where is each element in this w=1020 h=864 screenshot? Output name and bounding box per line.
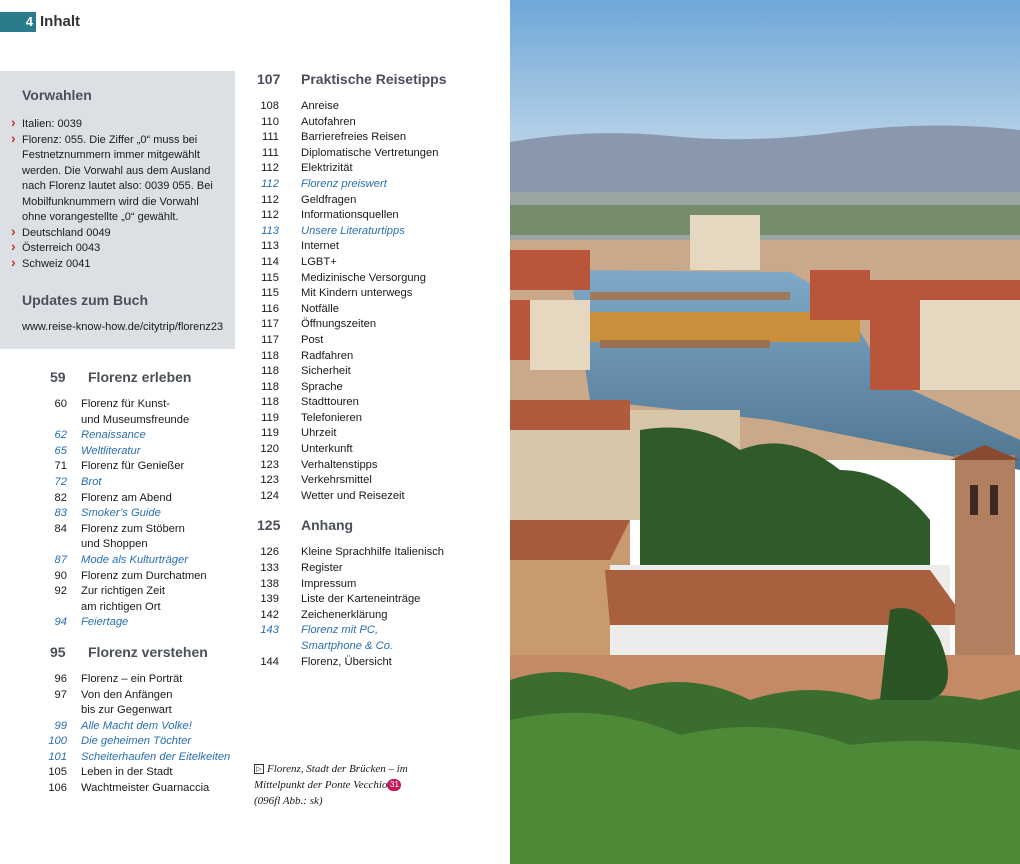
toc-entry-page-number: 119 [261, 411, 279, 424]
toc-entry-page-number: 112 [261, 193, 279, 206]
toc-entry-label: Verhaltenstipps [301, 458, 378, 471]
toc-entry[interactable] [0, 491, 250, 507]
toc-entry-page-number: 123 [260, 474, 279, 487]
toc-entry[interactable] [251, 442, 501, 458]
toc-section-title: Praktische Reisetipps [301, 71, 447, 87]
panorama-illustration [510, 0, 1020, 864]
toc-entry[interactable] [251, 271, 501, 287]
toc-entry-label: Mit Kindern unterwegs [301, 287, 413, 300]
toc-entry-page-number: 118 [261, 396, 279, 409]
toc-entry[interactable] [251, 608, 501, 624]
photo-caption [254, 761, 454, 809]
toc-entry-label: Uhrzeit [301, 427, 337, 440]
toc-entry[interactable] [0, 428, 250, 444]
toc-entry[interactable] [251, 177, 501, 193]
caption-credit: (096fl Abb.: sk) [254, 795, 323, 807]
toc-entry-page-number [251, 639, 301, 655]
toc-entry[interactable] [251, 239, 501, 255]
toc-entry[interactable] [251, 623, 501, 639]
dialing-codes-list [22, 117, 225, 272]
toc-entry-label: Elektrizität [301, 162, 353, 175]
toc-entry-label: Wachtmeister Guarnaccia [81, 782, 210, 795]
toc-entry-page-number: 112 [261, 177, 279, 190]
toc-entry-label: Kleine Sprachhilfe Italienisch [301, 546, 445, 559]
toc-entry[interactable] [0, 750, 250, 766]
toc-entry-label: Scheiterhaufen der Eitelkeiten [81, 750, 231, 763]
toc-entry-label: Smartphone & Co. [301, 640, 394, 652]
updates-title: Updates zum Buch [22, 292, 149, 308]
toc-gap [251, 504, 501, 517]
toc-entry-page-number: 60 [54, 398, 67, 410]
toc-entry[interactable] [251, 130, 501, 146]
toc-entry-label: Anreise [301, 100, 339, 112]
toc-entry-page-number: 111 [261, 146, 279, 159]
toc-entry[interactable] [251, 208, 501, 224]
caption-text: Florenz, Stadt der Brücken – im Mittelpunkt der Ponte Vecchio [254, 763, 408, 791]
toc-entry[interactable] [0, 444, 250, 460]
toc-entry[interactable] [0, 413, 250, 429]
page-title: Inhalt [40, 13, 80, 30]
updates-url[interactable]: www.reise-know-how.de/citytrip/florenz23 [22, 321, 224, 333]
toc-entry[interactable] [251, 161, 501, 177]
toc-entry-page-number: 112 [261, 209, 279, 222]
toc-entry-page-number: 144 [260, 655, 279, 668]
toc-entry[interactable] [251, 302, 501, 318]
toc-entry-label: Barrierefreies Reisen [301, 131, 407, 144]
toc-section [251, 504, 501, 670]
florence-photo [510, 0, 1020, 864]
toc-entry[interactable] [251, 592, 501, 608]
toc-section [251, 71, 501, 504]
toc-entry-page-number: 123 [260, 458, 279, 471]
toc-entry-page-number: 65 [54, 444, 67, 457]
toc-entry[interactable] [251, 545, 501, 561]
toc-entry-label: Florenz – ein Porträt [81, 672, 183, 685]
toc-entry-label: Informationsquellen [301, 209, 399, 222]
toc-entry-label: bis zur Gegenwart [81, 704, 172, 717]
toc-entry-page-number: 138 [260, 577, 279, 590]
toc-entry-label: Florenz am Abend [81, 491, 172, 504]
toc-entry-page-number: 101 [48, 750, 67, 763]
toc-entry[interactable] [0, 703, 250, 719]
toc-entry-page-number: 126 [260, 546, 279, 559]
toc-entry[interactable] [251, 577, 501, 593]
toc-entry-page-number: 83 [54, 507, 67, 520]
toc-entry-page-number: 92 [54, 585, 67, 598]
toc-entry-label: Sicherheit [301, 365, 351, 378]
toc-entry-label: Weltliteratur [81, 444, 141, 457]
toc-entry[interactable] [0, 475, 250, 491]
toc-section-page-number: 125 [257, 517, 281, 534]
toc-entry[interactable] [251, 426, 501, 442]
toc-entry-label: Die geheimen Töchter [81, 735, 192, 748]
infobox-title: Vorwahlen [22, 87, 92, 103]
toc-entry[interactable] [0, 553, 250, 569]
toc-entry[interactable] [0, 688, 250, 704]
toc-entry-page-number [0, 413, 81, 429]
toc-entry-page-number: 143 [260, 624, 279, 637]
toc-entry-label: Florenz für Genießer [81, 460, 185, 473]
toc-entry-label: Register [301, 562, 343, 575]
toc-entry-label: LGBT+ [301, 255, 337, 268]
toc-section-page-number: 95 [50, 643, 66, 660]
toc-entry-page-number: 118 [261, 380, 279, 393]
toc-entry-label: Geldfragen [301, 193, 357, 206]
toc-entry-page-number: 133 [260, 562, 279, 575]
toc-entry-page-number: 120 [260, 443, 279, 456]
toc-entry-page-number: 117 [261, 318, 279, 331]
toc-entry-page-number: 113 [261, 224, 279, 237]
toc-section-title: Florenz erleben [88, 369, 192, 385]
toc-entry-page-number [0, 703, 81, 719]
toc-entry[interactable] [0, 522, 250, 538]
toc-entry-label: Brot [81, 475, 102, 488]
toc-entry-label: Florenz preiswert [301, 177, 387, 190]
toc-entry-page-number: 116 [261, 302, 279, 315]
toc-entry[interactable] [0, 506, 250, 522]
toc-entry-label: Diplomatische Vertretungen [301, 146, 439, 159]
list-item: › Österreich 0043 [11, 241, 225, 257]
toc-entry-label: Florenz mit PC, [301, 624, 379, 637]
toc-entry-label: Medizinische Versorgung [301, 271, 426, 284]
toc-right-column [251, 71, 501, 670]
toc-section [0, 369, 250, 631]
toc-entry-page-number: 115 [261, 271, 279, 284]
toc-entry-page-number: 94 [54, 616, 67, 629]
toc-entry-page-number: 117 [261, 333, 279, 346]
list-item: › Schweiz 0041 [11, 257, 225, 273]
toc-entry-page-number: 118 [261, 365, 279, 378]
toc-entry[interactable] [0, 672, 250, 688]
toc-entry-page-number: 114 [261, 255, 279, 268]
toc-entry[interactable] [0, 734, 250, 750]
toc-entry-page-number: 100 [48, 735, 67, 748]
toc-entry[interactable] [0, 459, 250, 475]
toc-entry-label: Stadttouren [301, 396, 359, 409]
toc-entry[interactable] [251, 395, 501, 411]
toc-entry-page-number: 124 [260, 489, 279, 502]
toc-entry[interactable] [251, 317, 501, 333]
list-item: › Florenz: 055. Die Ziffer „0“ muss bei Festnetznummern immer mitgewählt werden. Die Vorwahl aus dem Ausland nach Florenz lautet also: 0039 055. Bei Mobilfunknummern wird die Vorwahl ohne vorangestellte „0“ gewählt. [11, 133, 225, 226]
toc-entry-label: Mode als Kulturträger [81, 553, 188, 566]
toc-entry-page-number: 111 [261, 131, 279, 144]
toc-entry[interactable] [251, 458, 501, 474]
dialing-codes-box [0, 71, 235, 349]
toc-section-title: Anhang [301, 517, 354, 534]
toc-entry[interactable] [251, 193, 501, 209]
toc-entry[interactable] [251, 286, 501, 302]
toc-entry[interactable] [251, 639, 501, 655]
toc-entry[interactable] [251, 255, 501, 271]
toc-entry[interactable] [251, 99, 501, 115]
toc-entry-label: Florenz zum Durchatmen [81, 569, 207, 582]
toc-entry-label: Zur richtigen Zeit [81, 585, 165, 598]
toc-entry-page-number: 112 [261, 162, 279, 175]
toc-entry[interactable] [251, 146, 501, 162]
toc-entry-page-number: 97 [54, 688, 67, 701]
toc-entry-label: Impressum [301, 577, 357, 590]
toc-section-heading[interactable] [251, 71, 501, 91]
toc-entry[interactable] [251, 655, 501, 671]
toc-entry[interactable] [0, 615, 250, 631]
toc-entry-label: Radfahren [301, 349, 354, 362]
toc-entry-label: Wetter und Reisezeit [301, 489, 405, 502]
toc-section-heading[interactable] [251, 517, 501, 537]
caption-arrow-icon: ▷ [254, 764, 264, 774]
toc-entry-label: und Museumsfreunde [81, 413, 190, 426]
toc-entry-page-number [0, 537, 81, 553]
toc-entry-label: Telefonieren [301, 411, 362, 424]
list-item: › Italien: 0039 [11, 117, 225, 133]
toc-entry-page-number: 142 [260, 608, 279, 621]
toc-entry[interactable] [0, 600, 250, 616]
toc-entry-label: Zeichenerklärung [301, 608, 388, 621]
toc-section [0, 631, 250, 797]
toc-entry-label: Renaissance [81, 429, 146, 442]
toc-entry[interactable] [251, 561, 501, 577]
toc-section-heading[interactable] [0, 369, 250, 389]
toc-entry-label: Leben in der Stadt [81, 766, 173, 779]
toc-entry[interactable] [251, 333, 501, 349]
toc-entry-label: Sprache [301, 380, 343, 393]
toc-entry-page-number: 87 [54, 553, 67, 566]
toc-entry-label: Verkehrsmittel [301, 474, 372, 487]
toc-entry-label: Smoker’s Guide [81, 507, 161, 520]
toc-entry-label: Öffnungszeiten [301, 318, 377, 331]
toc-entry-label: Florenz, Übersicht [301, 655, 392, 668]
toc-entry-label: Alle Macht dem Volke! [81, 719, 192, 732]
toc-entry[interactable] [0, 397, 250, 413]
toc-entry-label: Liste der Karteneinträge [301, 593, 421, 606]
toc-entry[interactable] [0, 569, 250, 585]
toc-entry-page-number: 113 [261, 240, 279, 253]
toc-entry-page-number: 90 [54, 569, 67, 582]
toc-entry[interactable] [251, 224, 501, 240]
toc-entry-label: Feiertage [81, 616, 129, 629]
toc-entry-page-number: 96 [54, 672, 67, 685]
toc-entry[interactable] [251, 115, 501, 131]
toc-entry-page-number: 106 [48, 782, 67, 795]
toc-section-page-number: 59 [50, 369, 66, 385]
toc-entry-page-number: 108 [260, 100, 279, 112]
toc-entry[interactable] [251, 380, 501, 396]
toc-entry-label: Von den Anfängen [81, 688, 173, 701]
toc-gap [0, 631, 250, 644]
toc-left-column [0, 369, 250, 797]
toc-entry-page-number: 82 [54, 491, 67, 504]
toc-section-heading[interactable] [0, 644, 250, 664]
toc-entry-label: Florenz für Kunst- [81, 398, 170, 410]
toc-entry-page-number: 71 [54, 460, 67, 473]
toc-entry-page-number: 84 [54, 522, 67, 535]
toc-entry-label: Autofahren [301, 115, 356, 128]
toc-entry[interactable] [0, 537, 250, 553]
toc-entry-label: am richtigen Ort [81, 600, 161, 613]
toc-entry-page-number: 105 [48, 766, 67, 779]
toc-entry[interactable] [0, 584, 250, 600]
toc-entry-page-number: 110 [261, 115, 279, 128]
toc-entry-page-number: 119 [261, 427, 279, 440]
toc-section-page-number: 107 [257, 71, 281, 87]
toc-entry[interactable] [251, 364, 501, 380]
toc-entry[interactable] [251, 489, 501, 505]
toc-entry-label: Florenz zum Stöbern [81, 522, 185, 535]
map-reference-badge[interactable]: 31 [387, 779, 401, 791]
toc-entry-label: Unterkunft [301, 443, 353, 456]
toc-entry[interactable] [0, 765, 250, 781]
toc-entry[interactable] [251, 411, 501, 427]
toc-entry-label: Unsere Literaturtipps [301, 224, 405, 237]
toc-section-title: Florenz verstehen [88, 643, 208, 660]
list-item: › Deutschland 0049 [11, 226, 225, 242]
toc-entry-label: Notfälle [301, 302, 339, 315]
toc-entry[interactable] [0, 719, 250, 735]
toc-entry-label: Internet [301, 240, 339, 253]
toc-entry[interactable] [251, 349, 501, 365]
toc-entry-page-number [0, 600, 81, 616]
toc-entry-page-number: 99 [54, 719, 67, 732]
toc-entry-page-number: 72 [54, 475, 67, 488]
toc-entry-page-number: 118 [261, 349, 279, 362]
toc-entry[interactable] [251, 473, 501, 489]
toc-entry[interactable] [0, 781, 250, 797]
toc-entry-label: Post [301, 333, 324, 346]
toc-entry-label: und Shoppen [81, 538, 148, 551]
toc-entry-page-number: 62 [54, 429, 67, 442]
toc-entry-page-number: 115 [261, 287, 279, 300]
page-number: 4 [0, 12, 36, 32]
toc-entry-page-number: 139 [260, 593, 279, 606]
